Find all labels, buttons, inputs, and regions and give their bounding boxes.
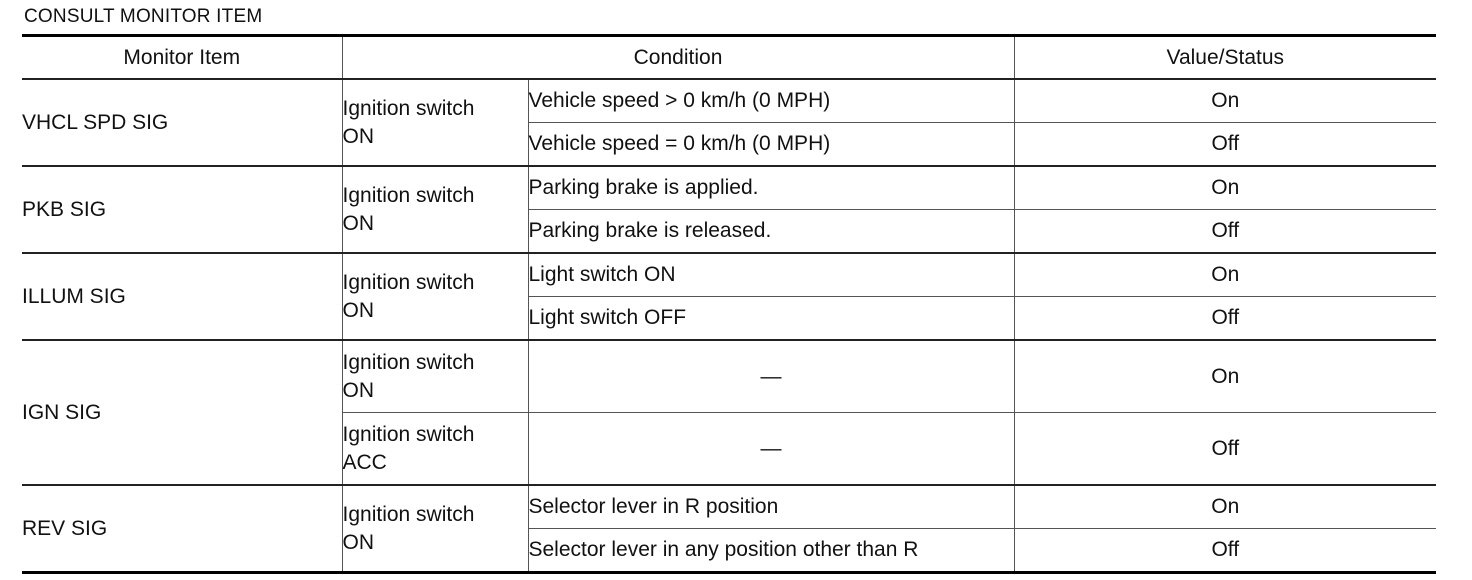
ignition-state: ON	[342, 124, 374, 148]
condition-cell: Parking brake is released.	[528, 210, 1014, 254]
value-cell: Off	[1014, 529, 1436, 573]
condition-cell: Selector lever in R position	[528, 485, 1014, 529]
condition-cell: Light switch OFF	[528, 297, 1014, 341]
ignition-cell	[342, 413, 528, 486]
condition-cell: Light switch ON	[528, 253, 1014, 297]
value-cell: Off	[1014, 297, 1436, 341]
ignition-state: ACC	[342, 450, 387, 474]
table-row	[22, 485, 1436, 529]
table-row	[22, 253, 1436, 297]
table-row	[22, 79, 1436, 123]
table-row	[22, 166, 1436, 210]
condition-cell: Parking brake is applied.	[528, 166, 1014, 210]
table-row	[22, 340, 1436, 413]
ignition-cell	[342, 79, 528, 166]
monitor-item-cell: VHCL SPD SIG	[22, 79, 342, 166]
header-row	[22, 36, 1436, 80]
consult-monitor-table	[22, 34, 1436, 574]
condition-cell: Vehicle speed = 0 km/h (0 MPH)	[528, 123, 1014, 167]
ignition-cell	[342, 253, 528, 340]
ignition-label: Ignition switch	[342, 350, 475, 374]
value-cell: Off	[1014, 413, 1436, 486]
header-value-status: Value/Status	[1014, 36, 1436, 80]
value-cell: On	[1014, 79, 1436, 123]
ignition-state: ON	[342, 378, 374, 402]
ignition-label: Ignition switch	[342, 270, 475, 294]
ignition-state: ON	[342, 298, 374, 322]
monitor-item-cell: PKB SIG	[22, 166, 342, 253]
ignition-label: Ignition switch	[342, 96, 475, 120]
ignition-state: ON	[342, 211, 374, 235]
value-cell: Off	[1014, 210, 1436, 254]
ignition-cell	[342, 340, 528, 413]
header-monitor-item: Monitor Item	[22, 36, 342, 80]
condition-cell: —	[528, 413, 1014, 486]
header-condition: Condition	[342, 36, 1014, 80]
ignition-cell	[342, 166, 528, 253]
ignition-state: ON	[342, 530, 374, 554]
monitor-item-cell: IGN SIG	[22, 340, 342, 485]
ignition-label: Ignition switch	[342, 502, 475, 526]
condition-cell: Selector lever in any position other than R	[528, 529, 1014, 573]
ignition-label: Ignition switch	[342, 422, 475, 446]
monitor-item-cell: ILLUM SIG	[22, 253, 342, 340]
condition-cell: —	[528, 340, 1014, 413]
monitor-item-cell: REV SIG	[22, 485, 342, 573]
document-title: CONSULT MONITOR ITEM	[24, 6, 263, 27]
value-cell: On	[1014, 485, 1436, 529]
value-cell: On	[1014, 253, 1436, 297]
ignition-cell	[342, 485, 528, 573]
value-cell: On	[1014, 340, 1436, 413]
ignition-label: Ignition switch	[342, 183, 475, 207]
value-cell: On	[1014, 166, 1436, 210]
value-cell: Off	[1014, 123, 1436, 167]
condition-cell: Vehicle speed > 0 km/h (0 MPH)	[528, 79, 1014, 123]
